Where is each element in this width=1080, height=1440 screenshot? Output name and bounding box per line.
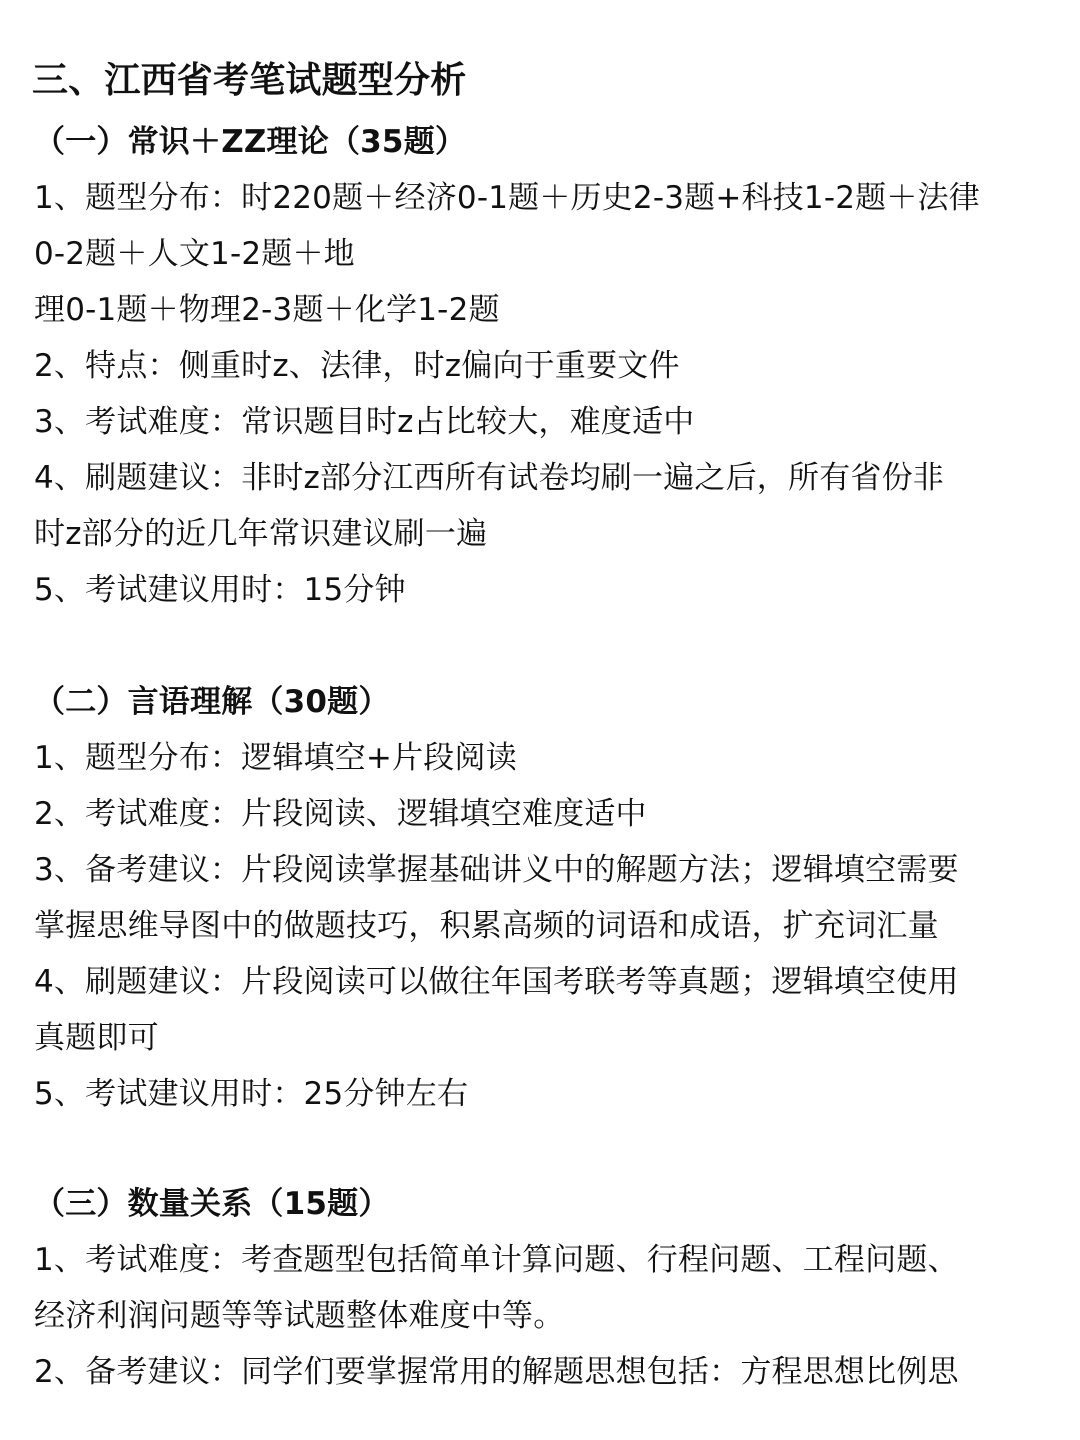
paragraph-line: 2、考试难度：片段阅读、逻辑填空难度适中	[34, 796, 647, 832]
page-title: 三、江西省考笔试题型分析	[32, 60, 467, 101]
paragraph-line: 5、考试建议用时：15分钟	[34, 572, 406, 608]
paragraph-line: 1、考试难度：考查题型包括简单计算问题、行程问题、工程问题、	[34, 1242, 959, 1278]
paragraph-line: 经济利润问题等等试题整体难度中等。	[34, 1298, 565, 1334]
paragraph-line: 3、考试难度：常识题目时z占比较大，难度适中	[34, 404, 695, 440]
paragraph-line: 0-2题＋人文1-2题＋地	[34, 236, 355, 272]
section-heading-quantitative-relations: （三）数量关系（15题）	[34, 1186, 390, 1222]
section-heading-verbal-comprehension: （二）言语理解（30题）	[34, 684, 390, 720]
paragraph-line: 真题即可	[34, 1020, 159, 1056]
paragraph-line: 4、刷题建议：非时z部分江西所有试卷均刷一遍之后，所有省份非	[34, 460, 944, 496]
paragraph-line: 3、备考建议：片段阅读掌握基础讲义中的解题方法；逻辑填空需要	[34, 852, 959, 888]
paragraph-line: 1、题型分布：逻辑填空+片段阅读	[34, 740, 517, 776]
paragraph-line: 4、刷题建议：片段阅读可以做往年国考联考等真题；逻辑填空使用	[34, 964, 959, 1000]
paragraph-line: 1、题型分布：时220题＋经济0-1题＋历史2-3题+科技1-2题＋法律	[34, 180, 980, 216]
paragraph-line: 2、备考建议：同学们要掌握常用的解题思想包括：方程思想比例思	[34, 1354, 959, 1390]
paragraph-line: 2、特点：侧重时z、法律，时z偏向于重要文件	[34, 348, 680, 384]
paragraph-line: 理0-1题＋物理2-3题＋化学1-2题	[34, 292, 500, 328]
paragraph-line: 掌握思维导图中的做题技巧，积累高频的词语和成语，扩充词汇量	[34, 908, 939, 944]
paragraph-line: 5、考试建议用时：25分钟左右	[34, 1076, 469, 1112]
section-heading-general-knowledge: （一）常识＋ZZ理论（35题）	[34, 124, 467, 160]
paragraph-line: 时z部分的近几年常识建议刷一遍	[34, 516, 488, 552]
